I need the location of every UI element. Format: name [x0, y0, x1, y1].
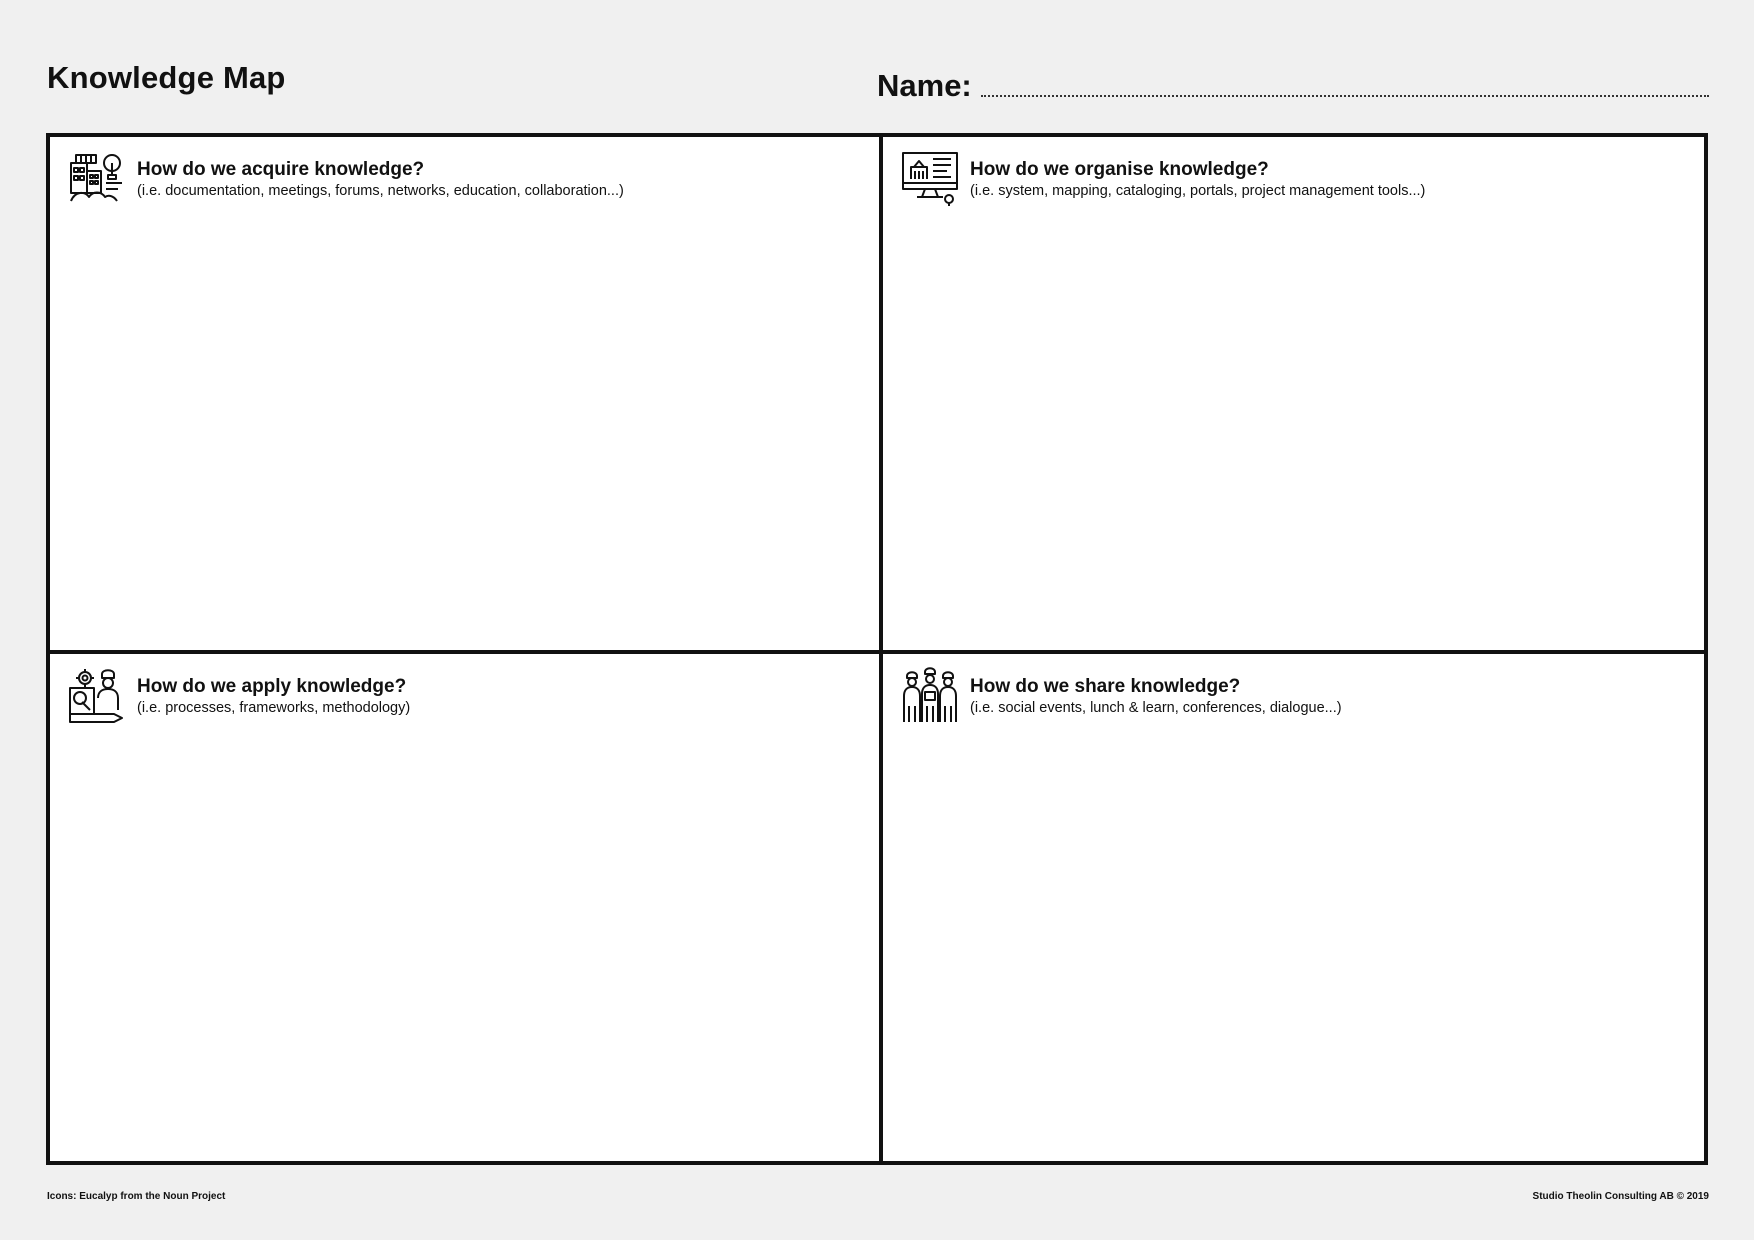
quadrant-subtitle: (i.e. processes, frameworks, methodology) [137, 700, 411, 716]
page-title: Knowledge Map [47, 60, 286, 95]
quadrant-subtitle: (i.e. documentation, meetings, forums, networks, education, collaboration...) [137, 183, 624, 199]
engineer-blueprint-icon [68, 666, 126, 724]
copyright: Studio Theolin Consulting AB © 2019 [1532, 1191, 1709, 1202]
team-workers-icon [901, 666, 959, 724]
quadrant-title: How do we share knowledge? [970, 676, 1241, 697]
monitor-website-icon [901, 149, 959, 207]
quadrant-share[interactable] [883, 654, 1704, 1161]
name-label: Name: [877, 68, 972, 103]
icon-credit: Icons: Eucalyp from the Noun Project [47, 1191, 226, 1202]
name-dotted-line[interactable] [981, 95, 1709, 97]
quadrant-acquire[interactable] [50, 137, 879, 650]
knowledge-map-grid [46, 133, 1708, 1165]
name-field[interactable] [877, 68, 1709, 108]
quadrant-title: How do we organise knowledge? [970, 159, 1269, 180]
quadrant-organise[interactable] [883, 137, 1704, 650]
quadrant-subtitle: (i.e. social events, lunch & learn, conferences, dialogue...) [970, 700, 1342, 716]
quadrant-title: How do we acquire knowledge? [137, 159, 425, 180]
quadrant-subtitle: (i.e. system, mapping, cataloging, portals, project management tools...) [970, 183, 1426, 199]
buildings-lightbulb-icon [68, 149, 126, 207]
quadrant-apply[interactable] [50, 654, 879, 1161]
quadrant-title: How do we apply knowledge? [137, 676, 407, 697]
